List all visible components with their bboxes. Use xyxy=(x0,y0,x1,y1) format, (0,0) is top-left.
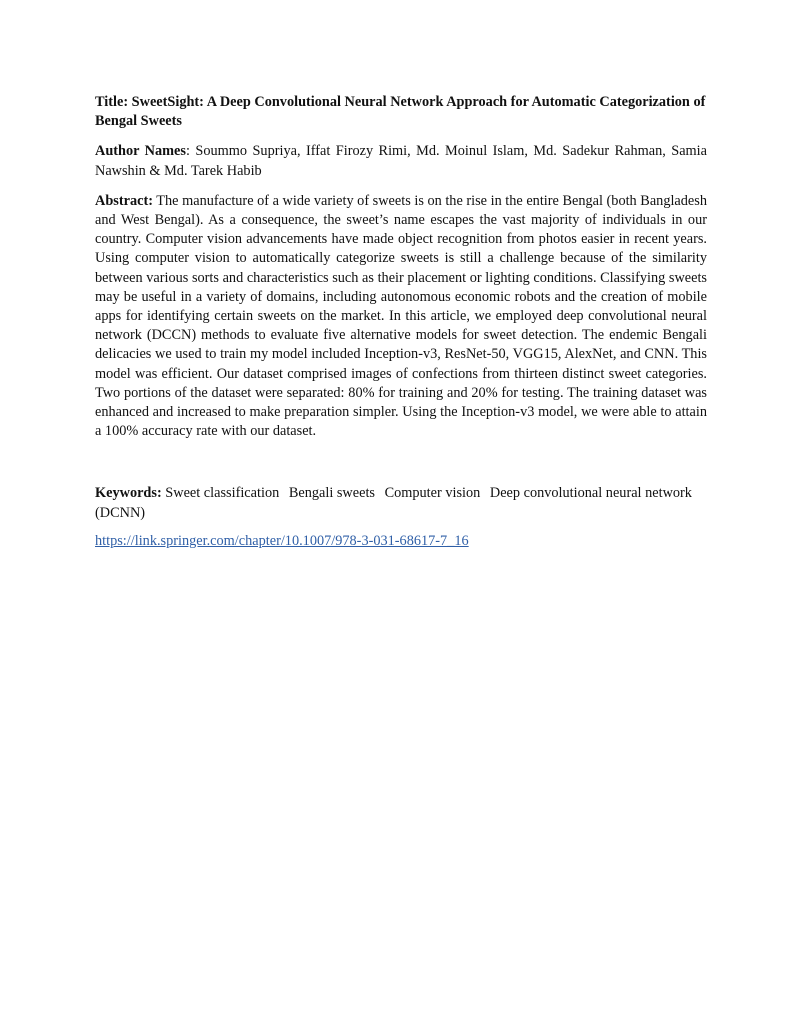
abstract-label: Abstract: xyxy=(95,192,153,209)
authors-text: : Soummo Supriya, Iffat Firozy Rimi, Md. Moinul Islam, Md. Sadekur Rahman, Samia Nawshin & Md. Tarek Habib xyxy=(95,143,707,179)
title-label: Title: xyxy=(95,94,129,110)
keyword-item: Sweet classification xyxy=(165,485,280,502)
keyword-item: Deep convolutional neural network (DCNN) xyxy=(95,485,692,521)
abstract xyxy=(95,192,707,442)
keyword-item: Computer vision xyxy=(384,485,481,502)
paper-title xyxy=(95,93,707,131)
keywords xyxy=(95,484,707,522)
keywords-label: Keywords: xyxy=(95,485,162,502)
source-link[interactable]: https://link.springer.com/chapter/10.1007/978-3-031-68617-7_16 xyxy=(95,532,469,549)
authors-label: Author Names xyxy=(95,143,186,160)
source-link-line xyxy=(95,532,707,551)
abstract-text: The manufacture of a wide variety of sweets is on the rise in the entire Bengal (both Bangladesh and West Bengal). As a consequence, the sweet’s name escapes the vast majority of individuals in our country. Computer vision advancements have made object recognition from photos easier in recent years. Using computer vision to automatically categorize sweets is still a challenge because of the similarity between various sorts and characteristics such as their placement or lighting conditions. Classifying sweets may be useful in a variety of domains, including autonomous economic robots and the creation of mobile apps for identifying certain sweets on the market. In this article, we employed deep convolutional neural network (DCCN) methods to evaluate five alternative models for sweet detection. The endemic Bengali delicacies we used to train my model included Inception-v3, ResNet-50, VGG15, AlexNet, and CNN. This model was efficient. Our dataset comprised images of confections from thirteen distinct sweet categories. Two portions of the dataset were separated: 80% for training and 20% for testing. The training dataset was enhanced and increased to make preparation simpler. Using the Inception-v3 model, we were able to attain a 100% accuracy rate with our dataset. xyxy=(95,192,707,440)
author-names xyxy=(95,142,707,180)
document-content xyxy=(95,93,707,551)
keyword-item: Bengali sweets xyxy=(288,485,375,502)
title-text: SweetSight: A Deep Convolutional Neural Network Approach for Automatic Categorization of Bengal Sweets xyxy=(95,94,706,130)
